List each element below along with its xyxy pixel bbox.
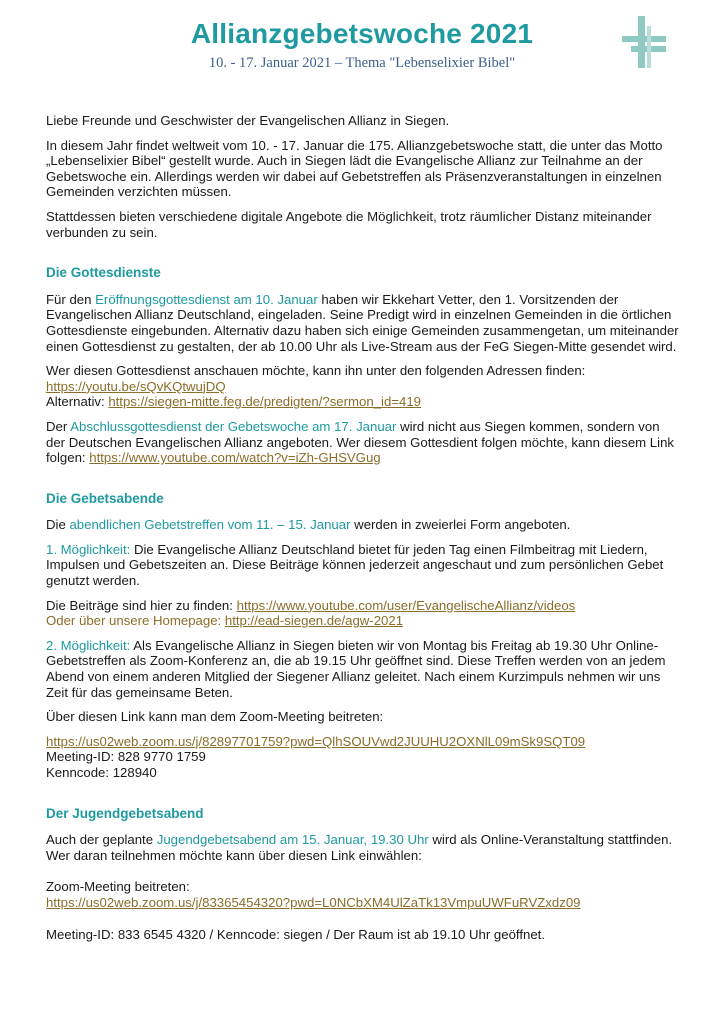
highlight-moeglichkeit-2: 2. Möglichkeit:: [46, 637, 131, 653]
cross-logo-icon: [618, 16, 666, 68]
intro-greeting: Liebe Freunde und Geschwister der Evangelischen Allianz in Siegen.: [46, 113, 450, 128]
jugend-zoom: Zoom-Meeting beitreten: https://us02web.zoom.us/j/83365454320?pwd=L0NCbXM4UlZaTk13VmpuUWFuRVZxdz09: [46, 879, 581, 910]
gottesdienste-paragraph-3: Der Abschlussgottesdienst der Gebetswoche am 17. Januar wird nicht aus Siegen kommen, sondern von der Deutschen Evangelischen Allianz angeboten. Wer diesem Gottesdient folgen möchte, kann diesem Link folgen: https://www.youtube.com/watch?v=iZh-GHSVGug: [46, 418, 675, 466]
highlight-moeglichkeit-1: 1. Möglichkeit:: [46, 541, 131, 557]
zoom-link-gebetsabende[interactable]: https://us02web.zoom.us/j/82897701759?pwd=QlhSOUVwd2JUUHU2OXNlL09mSk9SQT09: [46, 733, 586, 749]
highlight-jugendgebetsabend: Jugendgebetsabend am 15. Januar, 19.30 Uhr: [156, 832, 429, 848]
gebetsabende-paragraph-5: Über diesen Link kann man dem Zoom-Meeting beitreten:: [46, 709, 384, 725]
gottesdienste-paragraph-2: Wer diesen Gottesdienst anschauen möchte, kann ihn unter den folgenden Adressen finden: https://youtu.be/sQvKQtwujDQ Alternativ: https://siegen-mitte.feg.de/predigten/?sermon_id=419: [46, 363, 586, 410]
page-subtitle: 10. - 17. Januar 2021 – Thema "Lebenselixier Bibel": [208, 55, 516, 71]
gebetsabende-paragraph-4: 2. Möglichkeit: Als Evangelische Allianz in Siegen bieten wir von Montag bis Freitag ab 19.30 Uhr Online-Gebetstreffen als Zoom-Konferenz an, die ab 19.15 Uhr geöffnet sind. Diese Treffen werden von an jedem Abend von einem anderen Mitglied der Siegener Allianz geleitet. Nach einem Kurzimpuls nehmen wir uns Zeit für das gemeinsame Beten.: [46, 637, 666, 700]
highlight-abschluss: Abschlussgottesdienst der Gebetswoche am 17. Januar: [70, 418, 397, 434]
section-heading-gebetsabende: Die Gebetsabende: [46, 490, 164, 506]
meeting-id: Meeting-ID: 828 9770 1759: [46, 749, 206, 765]
jugend-footer: Meeting-ID: 833 6545 4320 / Kenncode: siegen / Der Raum ist ab 19.10 Uhr geöffnet.: [46, 926, 545, 942]
intro-paragraph-2: Stattdessen bieten verschiedene digitale Angebote die Möglichkeit, trotz räumlicher Distanz miteinander verbunden zu sein.: [46, 208, 652, 240]
highlight-eroeffnung: Eröffnungsgottesdienst am 10. Januar: [95, 291, 318, 307]
gebetsabende-paragraph-2: 1. Möglichkeit: Die Evangelische Allianz Deutschland bietet für jeden Tag einen Filmbeitrag mit Liedern, Impulsen und Gebetszeiten an. Diese Beiträge können jederzeit angeschaut und zum persönlichen Gebet genutzt werden.: [46, 541, 664, 589]
section-heading-jugend: Der Jugendgebetsabend: [46, 805, 204, 821]
feg-sermon-link[interactable]: https://siegen-mitte.feg.de/predigten/?sermon_id=419: [108, 394, 421, 410]
youtube-link-gottesdienst[interactable]: https://youtu.be/sQvKQtwujDQ: [46, 378, 226, 394]
youtube-channel-link[interactable]: https://www.youtube.com/user/EvangelischeAllianz/videos: [236, 597, 576, 613]
page-title: Allianzgebetswoche 2021: [190, 18, 534, 49]
youtube-link-abschluss[interactable]: https://www.youtube.com/watch?v=iZh-GHSVGug: [89, 450, 381, 466]
section-heading-gottesdienste: Die Gottesdienste: [46, 265, 161, 281]
homepage-link[interactable]: http://ead-siegen.de/agw-2021: [224, 613, 404, 629]
zoom-link-jugend[interactable]: https://us02web.zoom.us/j/83365454320?pwd=L0NCbXM4UlZaTk13VmpuUWFuRVZxdz09: [46, 894, 581, 910]
document-body: [46, 113, 682, 951]
zoom-details-gebetsabende: [46, 734, 682, 781]
gebetsabende-paragraph-1: Die abendlichen Gebetstreffen vom 11. – 15. Januar werden in zweierlei Form angeboten.: [46, 517, 571, 533]
highlight-gebetstreffen: abendlichen Gebetstreffen vom 11. – 15. Januar: [69, 517, 351, 533]
gebetsabende-paragraph-3: Die Beiträge sind hier zu finden: https://www.youtube.com/user/EvangelischeAllianz/videos Oder über unsere Homepage: http://ead-siegen.de/agw-2021: [46, 597, 576, 629]
jugend-paragraph-1: Auch der geplante Jugendgebetsabend am 15. Januar, 19.30 Uhr wird als Online-Veranstaltung stattfinden. Wer daran teilnehmen möchte kann über diesen Link einwählen:: [46, 832, 673, 863]
kenncode: Kenncode: 128940: [46, 765, 157, 780]
gottesdienste-paragraph-1: Für den Eröffnungsgottesdienst am 10. Januar haben wir Ekkehart Vetter, den 1. Vorsitzenden der Evangelischen Allianz Deutschland, eingeladen. Seine Predigt wird in einzelnen Gemeinden in die örtlichen Gottesdienste eingebunden. Alternativ dazu haben sich einige Gemeinden zusammengetan, um miteinander einen Gottesdienst zu gestalten, der ab 10.00 Uhr als Live-Stream aus der FeG Siegen-Mitte gesendet wird.: [46, 291, 679, 354]
intro-paragraph: In diesem Jahr findet weltweit vom 10. - 17. Januar die 175. Allianzgebetswoche statt, die unter das Motto „Lebenselixier Bibel“ gestellt wurde. Auch in Siegen lädt die Evangelische Allianz zur Teilnahme an der Gebetswoche ein. Allerdings werden wir dabei auf Gebetstreffen als Präsenzveranstaltungen in einzelnen Gemeinden verzichten müssen.: [46, 137, 663, 200]
